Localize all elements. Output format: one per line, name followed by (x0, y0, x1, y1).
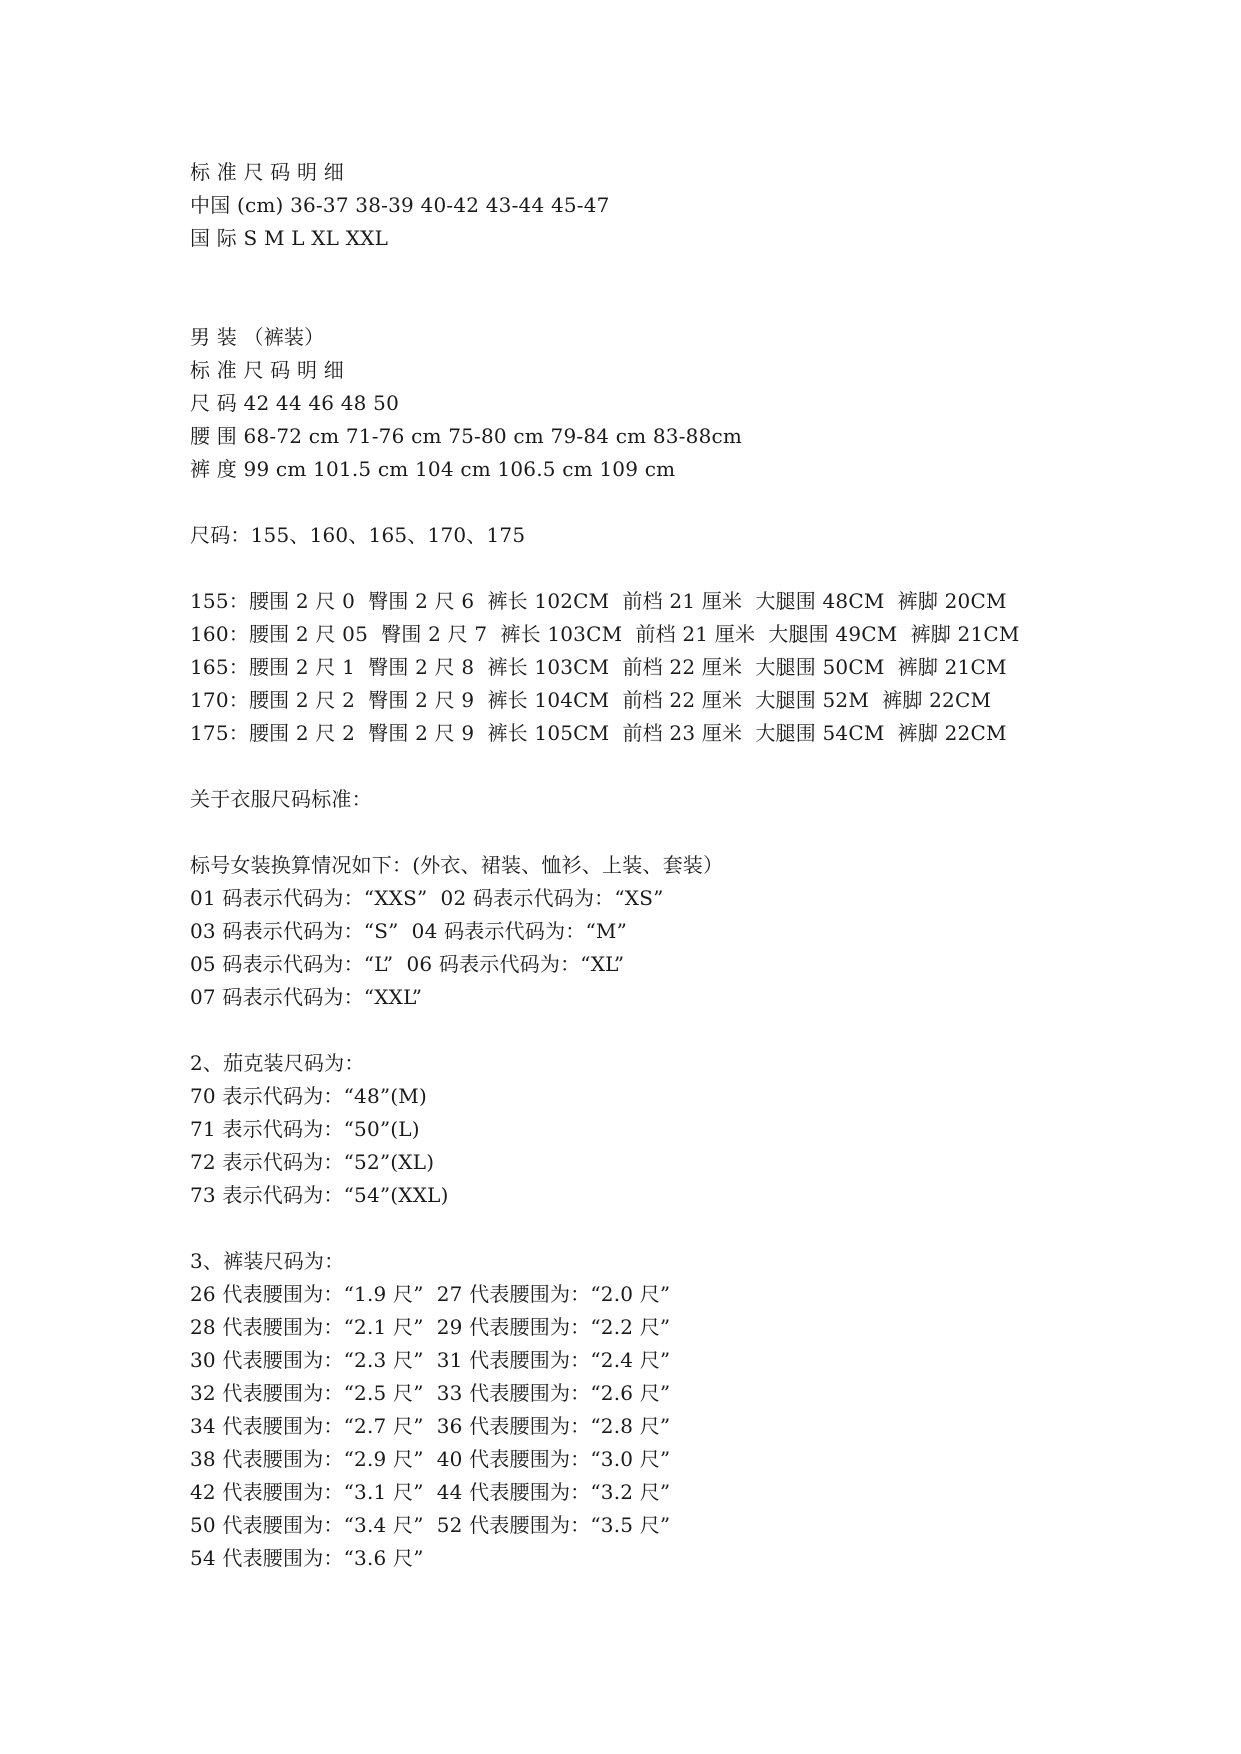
pants-code-line: 38 代表腰围为：“2.9 尺” 40 代表腰围为：“3.0 尺” (190, 1447, 671, 1471)
men-pants-title: 标 准 尺 码 明 细 (190, 358, 344, 382)
men-pants-waist-row: 腰 围 68-72 cm 71-76 cm 75-80 cm 79-84 cm 83-88cm (190, 424, 743, 448)
spacer (190, 1014, 1190, 1047)
women-heading: 标号女装换算情况如下：(外衣、裙装、恤衫、上装、套装） (190, 853, 724, 877)
men-pants-size-row: 尺 码 42 44 46 48 50 (190, 391, 399, 415)
men-pants-length-row: 裤 度 99 cm 101.5 cm 104 cm 106.5 cm 109 cm (190, 457, 676, 481)
women-code-line: 01 码表示代码为：“XXS” 02 码表示代码为：“XS” (190, 886, 664, 910)
pants-code-line: 32 代表腰围为：“2.5 尺” 33 代表腰围为：“2.6 尺” (190, 1381, 671, 1405)
jacket-code-line: 71 表示代码为：“50”(L) (190, 1117, 420, 1141)
spacer (190, 816, 1190, 849)
size-detail-line: 170：腰围 2 尺 2 臀围 2 尺 9 裤长 104CM 前档 22 厘米 大腿围 52M 裤脚 22CM (190, 688, 992, 712)
spacer (190, 552, 1190, 585)
pants-code-line: 30 代表腰围为：“2.3 尺” 31 代表腰围为：“2.4 尺” (190, 1348, 671, 1372)
pants-code-line: 34 代表腰围为：“2.7 尺” 36 代表腰围为：“2.8 尺” (190, 1414, 671, 1438)
women-code-line: 05 码表示代码为：“L” 06 码表示代码为：“XL” (190, 952, 625, 976)
size-detail-line: 155：腰围 2 尺 0 臀围 2 尺 6 裤长 102CM 前档 21 厘米 大腿围 48CM 裤脚 20CM (190, 589, 1007, 613)
size-detail-line: 165：腰围 2 尺 1 臀围 2 尺 8 裤长 103CM 前档 22 厘米 大腿围 50CM 裤脚 21CM (190, 655, 1007, 679)
pants-code-line: 28 代表腰围为：“2.1 尺” 29 代表腰围为：“2.2 尺” (190, 1315, 671, 1339)
pants-code-line: 54 代表腰围为：“3.6 尺” (190, 1546, 424, 1570)
china-size-row: 中国 (cm) 36-37 38-39 40-42 43-44 45-47 (190, 193, 610, 217)
jacket-code-line: 72 表示代码为：“52”(XL) (190, 1150, 435, 1174)
pants-code-line: 42 代表腰围为：“3.1 尺” 44 代表腰围为：“3.2 尺” (190, 1480, 671, 1504)
jacket-code-line: 70 表示代码为：“48”(M) (190, 1084, 427, 1108)
standard-size-title: 标 准 尺 码 明 细 (190, 160, 344, 184)
about-heading: 关于衣服尺码标准： (190, 787, 372, 811)
women-code-line: 03 码表示代码为：“S” 04 码表示代码为：“M” (190, 919, 628, 943)
pants-heading: 3、裤装尺码为： (190, 1249, 345, 1273)
international-size-row: 国 际 S M L XL XXL (190, 226, 389, 250)
jacket-code-line: 73 表示代码为：“54”(XXL) (190, 1183, 449, 1207)
women-code-line: 07 码表示代码为：“XXL” (190, 985, 423, 1009)
size-list-line: 尺码：155、160、165、170、175 (190, 523, 526, 547)
document-page (190, 156, 1190, 1575)
size-detail-line: 175：腰围 2 尺 2 臀围 2 尺 9 裤长 105CM 前档 23 厘米 大腿围 54CM 裤脚 22CM (190, 721, 1007, 745)
jacket-heading: 2、茄克装尺码为： (190, 1051, 365, 1075)
pants-code-line: 26 代表腰围为：“1.9 尺” 27 代表腰围为：“2.0 尺” (190, 1282, 671, 1306)
pants-code-line: 50 代表腰围为：“3.4 尺” 52 代表腰围为：“3.5 尺” (190, 1513, 671, 1537)
spacer (190, 750, 1190, 783)
spacer (190, 1212, 1190, 1245)
men-pants-heading: 男 装 （裤装） (190, 325, 325, 349)
size-detail-line: 160：腰围 2 尺 05 臀围 2 尺 7 裤长 103CM 前档 21 厘米 大腿围 49CM 裤脚 21CM (190, 622, 1020, 646)
spacer (190, 255, 1190, 321)
spacer (190, 486, 1190, 519)
